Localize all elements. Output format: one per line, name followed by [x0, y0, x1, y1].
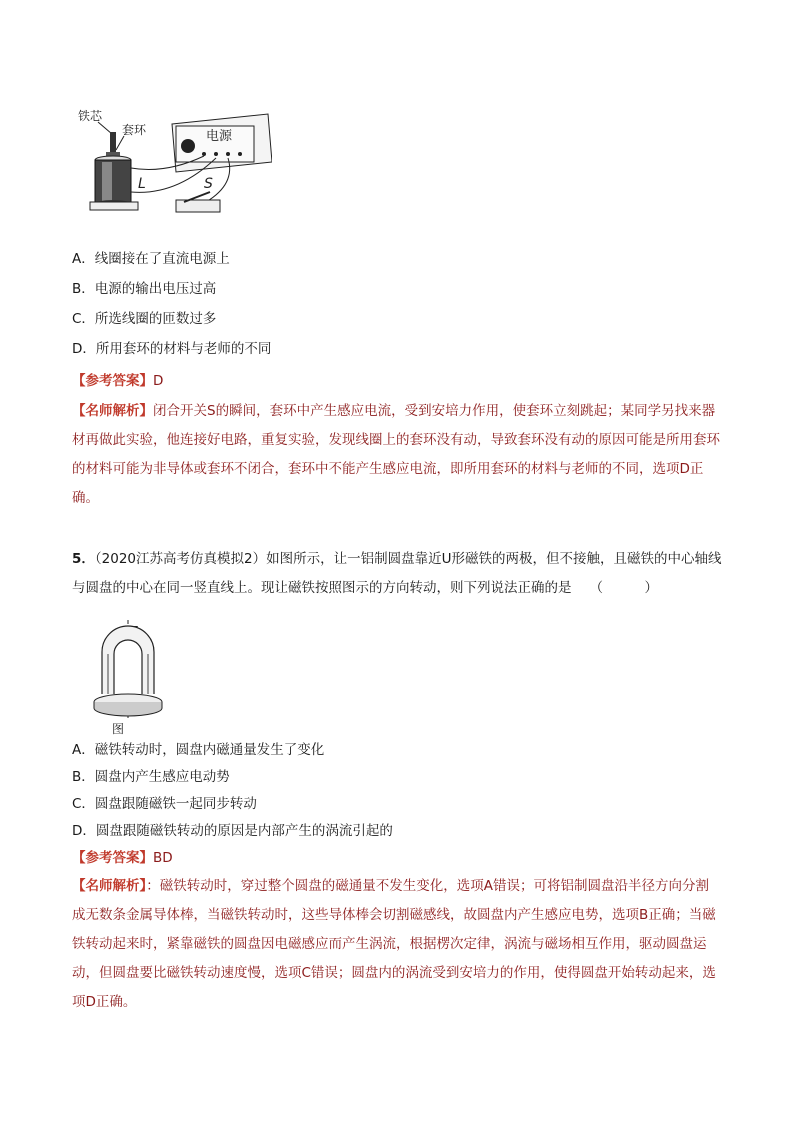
analysis-label: 【名师解析】 [72, 878, 147, 894]
question-number: 5． [72, 551, 95, 567]
analysis-text: ：磁铁转动时，穿过整个圆盘的磁通量不发生变化，选项A错误；可将铝制圆盘沿半径方向分割成无数条金属导体棒，当磁铁转动时，这些导体棒会切割磁感线，故圆盘内产生感应电势，选项B正确；当磁铁转动起来时，紧靠磁铁的圆盘因电磁感应而产生涡流，根据楞次定律，涡流与磁场相互作用，驱动圆盘运动，但圆盘要比磁铁转动速度慢，选项C错误；圆盘内的涡流受到安培力的作用，使得圆盘开始转动起来，选项D正确。 [72, 878, 716, 1010]
figure-label-power: 电源 [206, 129, 233, 144]
figure-caption: 图 [112, 722, 125, 736]
q5-answer [72, 848, 173, 868]
q5-option-c: C．圆盘跟随磁铁一起同步转动 [72, 796, 257, 812]
q4-analysis [72, 397, 722, 513]
coil-apparatus-figure [76, 104, 272, 224]
answer-value: D [153, 373, 164, 389]
question-stem: （2020江苏高考仿真模拟2）如图所示，让一铝制圆盘靠近U形磁铁的两极，但不接触，且磁铁的中心轴线与圆盘的中心在同一竖直线上。现让磁铁按照图示的方向转动，则下列说法正确的是 [72, 551, 722, 596]
figure-label-coil: L [138, 176, 146, 192]
analysis-text: 闭合开关S的瞬间，套环中产生感应电流，受到安培力作用，使套环立刻跳起；某同学另找来器材再做此实验，他连接好电路，重复实验，发现线圈上的套环没有动，导致套环没有动的原因可能是所用套环的材料可能为非导体或套环不闭合，套环中不能产生感应电流，即所用套环的材料与老师的不同，选项D正确。 [72, 403, 720, 506]
q5-option-d: D．圆盘跟随磁铁转动的原因是内部产生的涡流引起的 [72, 823, 393, 839]
analysis-label: 【名师解析】 [72, 403, 153, 419]
q4-option-d: D．所用套环的材料与老师的不同 [72, 341, 272, 357]
q4-option-c: C．所选线圈的匝数过多 [72, 311, 217, 327]
answer-label: 【参考答案】 [72, 850, 153, 866]
q4-option-b: B．电源的输出电压过高 [72, 281, 217, 297]
figure-label-ring: 套环 [122, 123, 147, 137]
magnet-disk-figure [90, 614, 166, 736]
q4-option-a: A．线圈接在了直流电源上 [72, 251, 230, 267]
q4-answer [72, 371, 163, 391]
figure-label-core: 铁芯 [78, 109, 103, 123]
q5-stem [72, 545, 722, 603]
q5-option-a: A．磁铁转动时，圆盘内磁通量发生了变化 [72, 742, 325, 758]
q5-option-b: B．圆盘内产生感应电动势 [72, 769, 230, 785]
answer-blank: （ ） [589, 580, 672, 596]
figure-label-switch: S [204, 176, 213, 192]
q5-analysis [72, 872, 722, 1017]
answer-label: 【参考答案】 [72, 373, 153, 389]
answer-value: BD [153, 850, 173, 866]
